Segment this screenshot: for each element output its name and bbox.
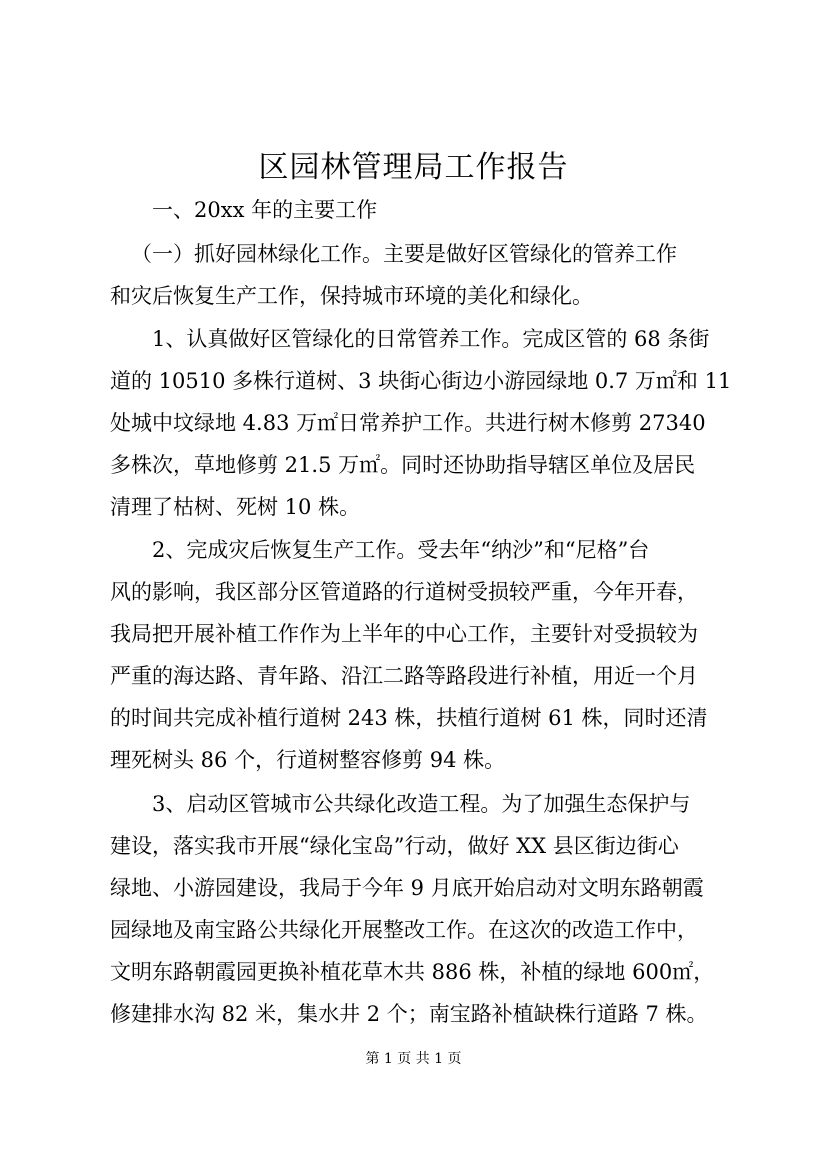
- paragraph-line: 多株次，草地修剪 21.5 万㎡。同时还协助指导辖区单位及居民: [110, 453, 696, 477]
- paragraph-line: 1、认真做好区管绿化的日常管养工作。完成区管的 68 条街: [152, 327, 710, 351]
- section-heading: 一、20xx 年的主要工作: [152, 198, 378, 222]
- paragraph-line: 园绿地及南宝路公共绿化开展整改工作。在这次的改造工作中，: [110, 918, 698, 942]
- paragraph-line: 2、完成灾后恢复生产工作。受去年“纳沙”和“尼格”台: [152, 538, 650, 562]
- document-title: 区园林管理局工作报告: [258, 150, 569, 185]
- paragraph-line: 风的影响，我区部分区管道路的行道树受损较严重，今年开春，: [110, 580, 698, 604]
- paragraph-line: 建设，落实我市开展“绿化宝岛”行动，做好 XX 县区街边街心: [110, 834, 679, 858]
- paragraph-line: 我局把开展补植工作作为上半年的中心工作，主要针对受损较为: [110, 622, 698, 646]
- paragraph-line: 道的 10510 多株行道树、3 块街心街边小游园绿地 0.7 万㎡和 11: [110, 369, 732, 393]
- page-number-footer: 第 1 页 共 1 页: [365, 1051, 462, 1067]
- paragraph-line: 和灾后恢复生产工作，保持城市环境的美化和绿化。: [110, 284, 593, 308]
- paragraph-line: 清理了枯树、死树 10 株。: [110, 495, 361, 519]
- paragraph-line: 3、启动区管城市公共绿化改造工程。为了加强生态保护与: [152, 792, 691, 816]
- paragraph-line: 理死树头 86 个，行道树整容修剪 94 株。: [110, 748, 506, 772]
- paragraph-line: 绿地、小游园建设，我局于今年 9 月底开始启动对文明东路朝霞: [110, 876, 704, 900]
- paragraph-line: 修建排水沟 82 米，集水井 2 个；南宝路补植缺株行道路 7 株。: [110, 1002, 708, 1026]
- paragraph-line: 的时间共完成补植行道树 243 株，扶植行道树 61 株，同时还清: [110, 706, 708, 730]
- paragraph-line: 处城中坟绿地 4.83 万㎡日常养护工作。共进行树木修剪 27340: [110, 411, 706, 435]
- paragraph-line: 严重的海达路、青年路、沿江二路等路段进行补植，用近一个月: [110, 664, 698, 688]
- paragraph-line: 文明东路朝霞园更换补植花草木共 886 株，补植的绿地 600㎡，: [110, 960, 715, 984]
- paragraph-line: （一）抓好园林绿化工作。主要是做好区管绿化的管养工作: [131, 242, 677, 266]
